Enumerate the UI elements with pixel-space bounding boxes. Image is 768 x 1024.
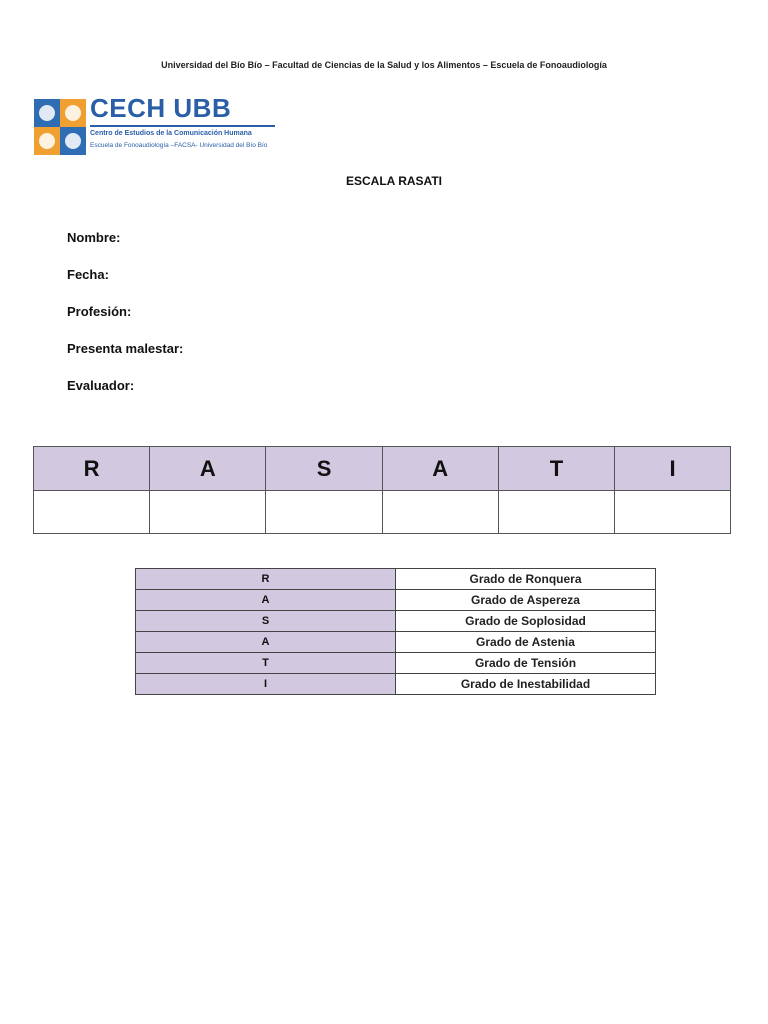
legend-row [136, 653, 656, 674]
cech-ubb-logo [34, 93, 279, 157]
legend-code: T [136, 653, 396, 674]
score-cell-i[interactable] [615, 491, 731, 534]
score-cell-r[interactable] [34, 491, 150, 534]
legend-row [136, 569, 656, 590]
scale-scores-row [34, 491, 731, 534]
legend-description: Grado de Inestabilidad [396, 674, 656, 695]
institution-header: Universidad del Bío Bío – Facultad de Ciencias de la Salud y los Alimentos – Escuela de Fonoaudiología [161, 60, 607, 70]
logo-title: CECH UBB [90, 93, 232, 123]
scale-letters-row [34, 447, 731, 491]
scale-letter-t: T [498, 447, 614, 491]
score-cell-a2[interactable] [382, 491, 498, 534]
legend-code: R [136, 569, 396, 590]
eye-icon [34, 127, 60, 155]
field-profesion: Profesión: [67, 304, 132, 319]
logo-icon-grid [34, 99, 86, 155]
logo-divider [90, 125, 275, 127]
document-title: ESCALA RASATI [346, 174, 442, 188]
scale-letter-a2: A [382, 447, 498, 491]
scale-letter-s: S [266, 447, 382, 491]
legend-row [136, 611, 656, 632]
field-evaluador: Evaluador: [67, 378, 135, 393]
legend-description: Grado de Soplosidad [396, 611, 656, 632]
field-fecha: Fecha: [67, 267, 109, 282]
rasati-legend-table [135, 568, 656, 695]
rasati-scale-table [33, 446, 731, 534]
legend-code: A [136, 590, 396, 611]
legend-code: S [136, 611, 396, 632]
legend-description: Grado de Astenia [396, 632, 656, 653]
logo-tagline: Escuela de Fonoaudiología –FACSA- Universidad del Bío Bío [90, 142, 268, 149]
legend-row [136, 632, 656, 653]
legend-description: Grado de Tensión [396, 653, 656, 674]
scale-letter-r: R [34, 447, 150, 491]
logo-subtitle: Centro de Estudios de la Comunicación Humana [90, 130, 252, 137]
patient-info-fields [67, 229, 183, 414]
legend-code: A [136, 632, 396, 653]
scale-letter-a: A [150, 447, 266, 491]
field-presenta-malestar: Presenta malestar: [67, 341, 184, 356]
head-icon [60, 99, 86, 127]
legend-description: Grado de Aspereza [396, 590, 656, 611]
legend-row [136, 674, 656, 695]
scale-letter-i: I [615, 447, 731, 491]
score-cell-t[interactable] [498, 491, 614, 534]
score-cell-a[interactable] [150, 491, 266, 534]
field-nombre: Nombre: [67, 230, 121, 245]
legend-description: Grado de Ronquera [396, 569, 656, 590]
score-cell-s[interactable] [266, 491, 382, 534]
brain-icon [34, 99, 60, 127]
ear-icon [60, 127, 86, 155]
legend-row [136, 590, 656, 611]
legend-code: I [136, 674, 396, 695]
